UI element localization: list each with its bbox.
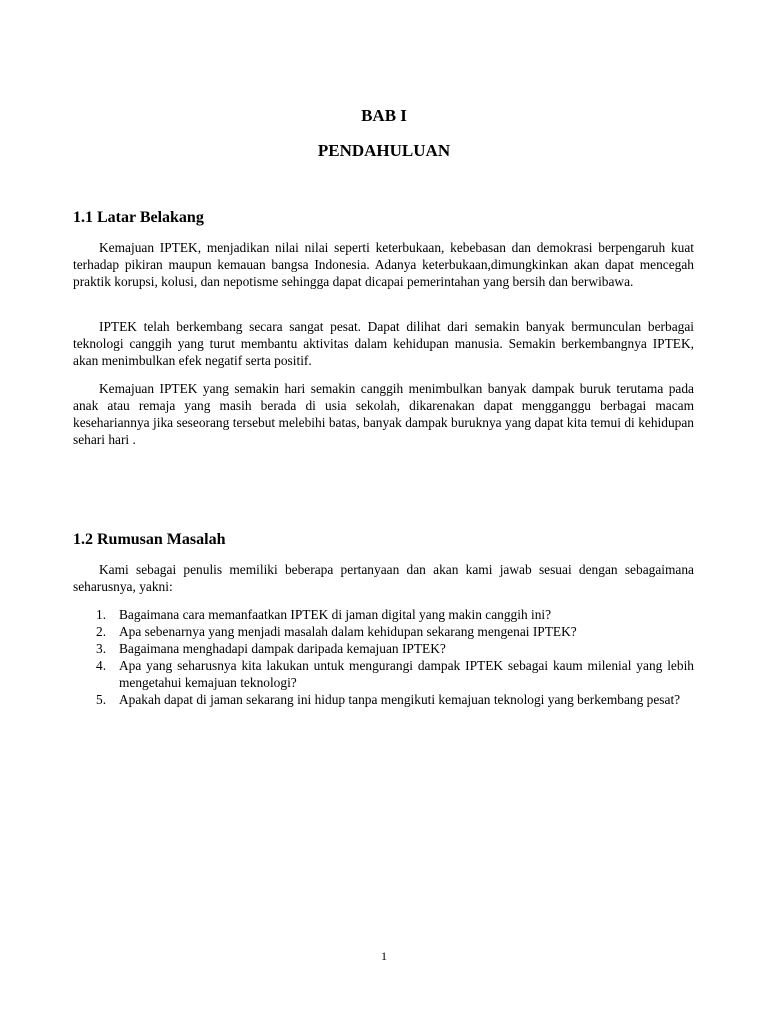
list-item	[73, 606, 694, 623]
list-item-number: 2.	[96, 624, 107, 639]
section-heading-rumusan-masalah: 1.2 Rumusan Masalah	[73, 531, 226, 548]
list-item	[73, 691, 694, 708]
list-item-number: 3.	[96, 641, 107, 656]
paragraph: Kemajuan IPTEK yang semakin hari semakin canggih menimbulkan banyak dampak buruk terutama pada anak atau remaja yang masih berada di usia sekolah, dikarenakan dapat mengganggu berbagai macam kesehariannya jika seseorang tersebut melebihi batas, banyak dampak buruknya yang dapat kita temui di kehidupan sehari hari .	[73, 381, 694, 447]
paragraph: IPTEK telah berkembang secara sangat pesat. Dapat dilihat dari semakin banyak bermunculan berbagai teknologi canggih yang turut membantu aktivitas dalam kehidupan manusia. Semakin berkembangnya IPTEK, akan menimbulkan efek negatif serta positif.	[73, 319, 694, 368]
list-item	[73, 657, 694, 691]
list-item	[73, 640, 694, 657]
paragraph: Kami sebagai penulis memiliki beberapa pertanyaan dan akan kami jawab sesuai dengan sebagaimana seharusnya, yakni:	[73, 562, 694, 594]
section-heading-latar-belakang: 1.1 Latar Belakang	[73, 209, 204, 226]
list-item	[73, 623, 694, 640]
list-item-text: Bagaimana menghadapi dampak daripada kemajuan IPTEK?	[119, 641, 446, 656]
chapter-number: BAB I	[361, 106, 407, 125]
paragraph: Kemajuan IPTEK, menjadikan nilai nilai seperti keterbukaan, kebebasan dan demokrasi berpengaruh kuat terhadap pikiran maupun kemauan bangsa Indonesia. Adanya keterbukaan,dimungkinkan akan dapat mencegah praktik korupsi, kolusi, dan nepotisme sehingga dapat dicapai pemerintahan yang bersih dan berwibawa.	[73, 240, 694, 289]
list-item-number: 5.	[96, 692, 107, 707]
list-item-number: 4.	[96, 658, 107, 673]
list-item-text: Apa yang seharusnya kita lakukan untuk mengurangi dampak IPTEK sebagai kaum milenial yang lebih mengetahui kemajuan teknologi?	[119, 658, 694, 690]
page-number: 1	[381, 949, 387, 963]
chapter-title: PENDAHULUAN	[317, 141, 451, 160]
question-list	[73, 606, 694, 708]
list-item-text: Apa sebenarnya yang menjadi masalah dalam kehidupan sekarang mengenai IPTEK?	[119, 624, 577, 639]
list-item-text: Bagaimana cara memanfaatkan IPTEK di jaman digital yang makin canggih ini?	[119, 607, 552, 622]
list-item-number: 1.	[96, 607, 107, 622]
list-item-text: Apakah dapat di jaman sekarang ini hidup tanpa mengikuti kemajuan teknologi yang berkembang pesat?	[119, 692, 681, 707]
